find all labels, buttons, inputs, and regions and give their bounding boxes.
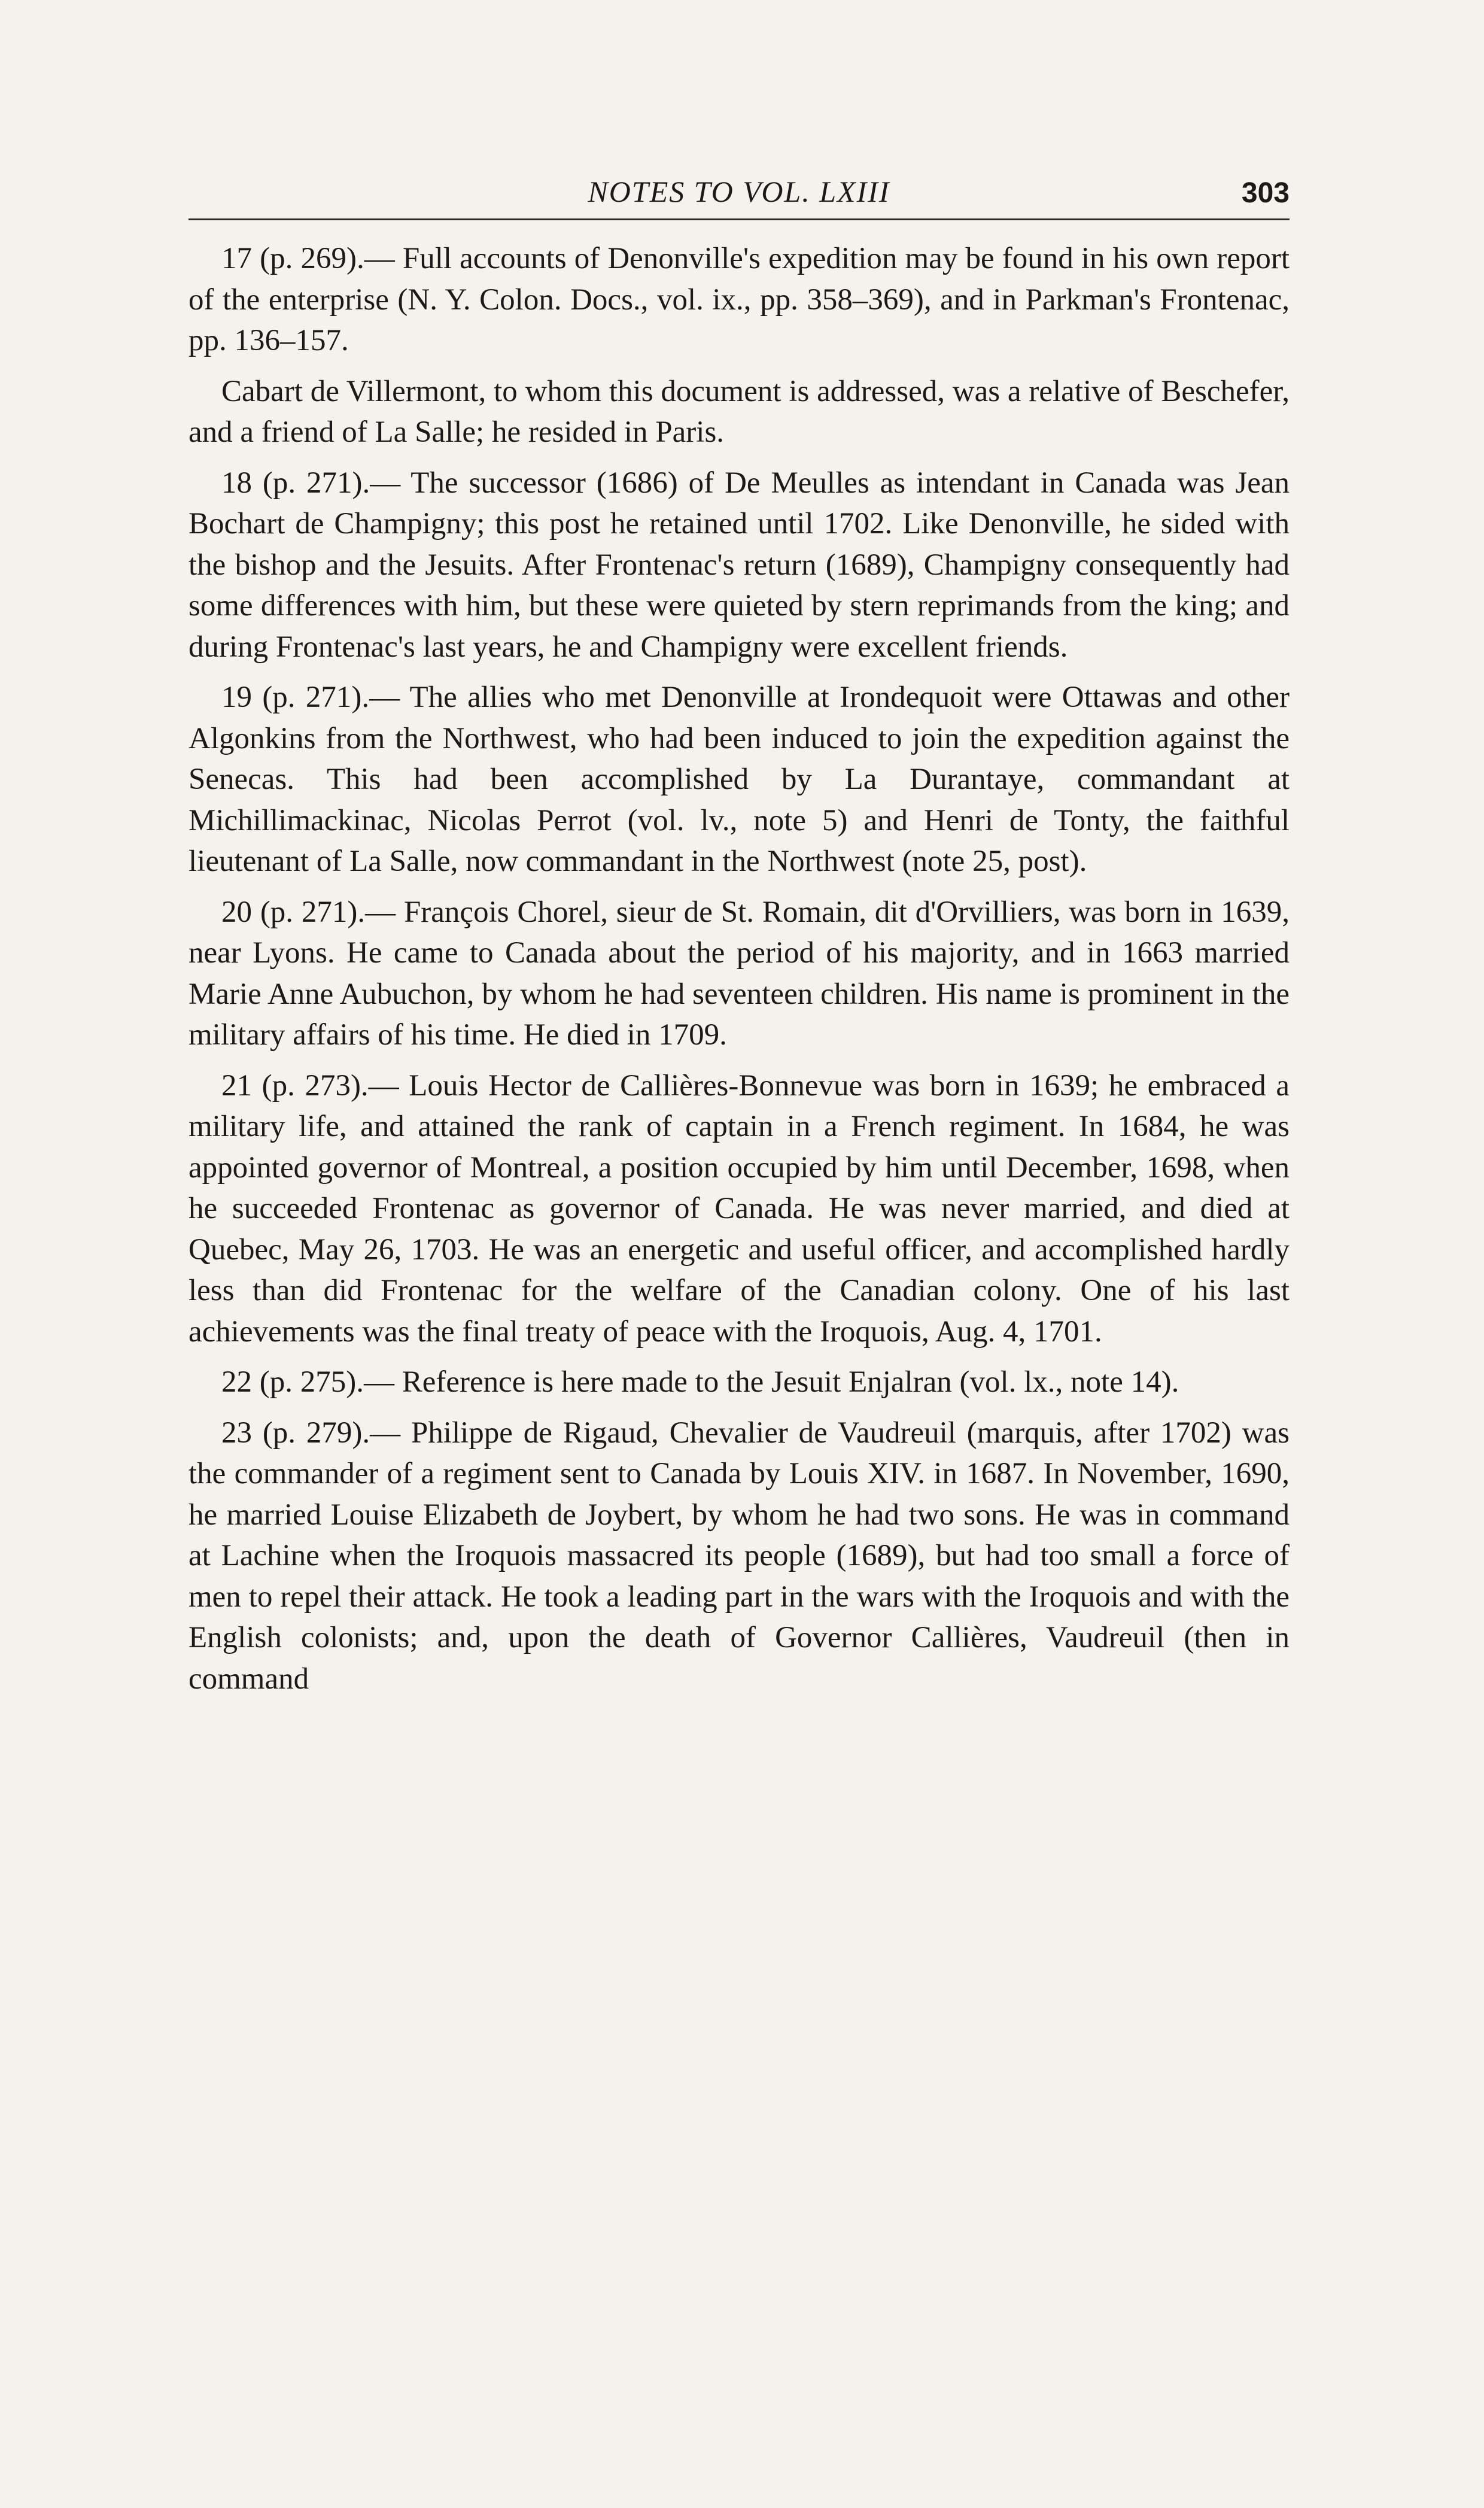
note-23: 23 (p. 279).— Philippe de Rigaud, Chevalier de Vaudreuil (marquis, after 1702) was the commander of a regiment sent to Canada by Louis XIV. in 1687. In November, 1690, he married Louise Elizabeth de Joybert, by whom he had two sons. He was in command at Lachine when the Iroquois massacred its people (1689), but had too small a force of men to repel their attack. He took a leading part in the wars with the Iroquois and with the English colonists; and, upon the death of Governor Callières, Vaudreuil (then in command: [188, 1416, 1290, 1696]
page-number: 303: [1241, 177, 1290, 209]
book-page: [188, 171, 1290, 1709]
note-18: 18 (p. 271).— The successor (1686) of De Meulles as intendant in Canada was Jean Bochart de Champigny; this post he retained until 1702. Like Denonville, he sided with the bishop and the Jesuits. After Frontenac's return (1689), Champigny consequently had some differences with him, but these were quieted by stern reprimands from the king; and during Frontenac's last years, he and Champigny were excellent friends.: [188, 466, 1290, 664]
note-22: 22 (p. 275).— Reference is here made to the Jesuit Enjalran (vol. lx., note 14).: [221, 1365, 1179, 1399]
note-19: 19 (p. 271).— The allies who met Denonville at Irondequoit were Ottawas and other Algonkins from the Northwest, who had been induced to join the expedition against the Senecas. This had been accomplished by La Durantaye, commandant at Michillimackinac, Nicolas Perrot (vol. lv., note 5) and Henri de Tonty, the faithful lieutenant of La Salle, now commandant in the Northwest (note 25, post).: [188, 681, 1290, 878]
page-header: [188, 171, 1290, 220]
note-21: 21 (p. 273).— Louis Hector de Callières-Bonnevue was born in 1639; he embraced a military life, and attained the rank of captain in a French regiment. In 1684, he was appointed governor of Montreal, a position occupied by him until December, 1698, when he succeeded Frontenac as governor of Canada. He was never married, and died at Quebec, May 26, 1703. He was an energetic and useful officer, and accomplished hardly less than did Frontenac for the welfare of the Canadian colony. One of his last achievements was the final treaty of peace with the Iroquois, Aug. 4, 1701.: [188, 1068, 1290, 1349]
running-head: NOTES TO VOL. LXIII: [588, 175, 890, 208]
note-17-continuation: Cabart de Villermont, to whom this document is addressed, was a relative of Beschefer, and a friend of La Salle; he resided in Paris.: [188, 374, 1290, 449]
note-20: 20 (p. 271).— François Chorel, sieur de St. Romain, dit d'Orvilliers, was born in 1639, near Lyons. He came to Canada about the period of his majority, and in 1663 married Marie Anne Aubuchon, by whom he had seventeen children. His name is prominent in the military affairs of his time. He died in 1709.: [188, 895, 1290, 1052]
note-17: 17 (p. 269).— Full accounts of Denonville's expedition may be found in his own report of the enterprise (N. Y. Colon. Docs., vol. ix., pp. 358–369), and in Parkman's Frontenac, pp. 136–157.: [188, 242, 1290, 357]
notes-section: [188, 238, 1290, 1699]
